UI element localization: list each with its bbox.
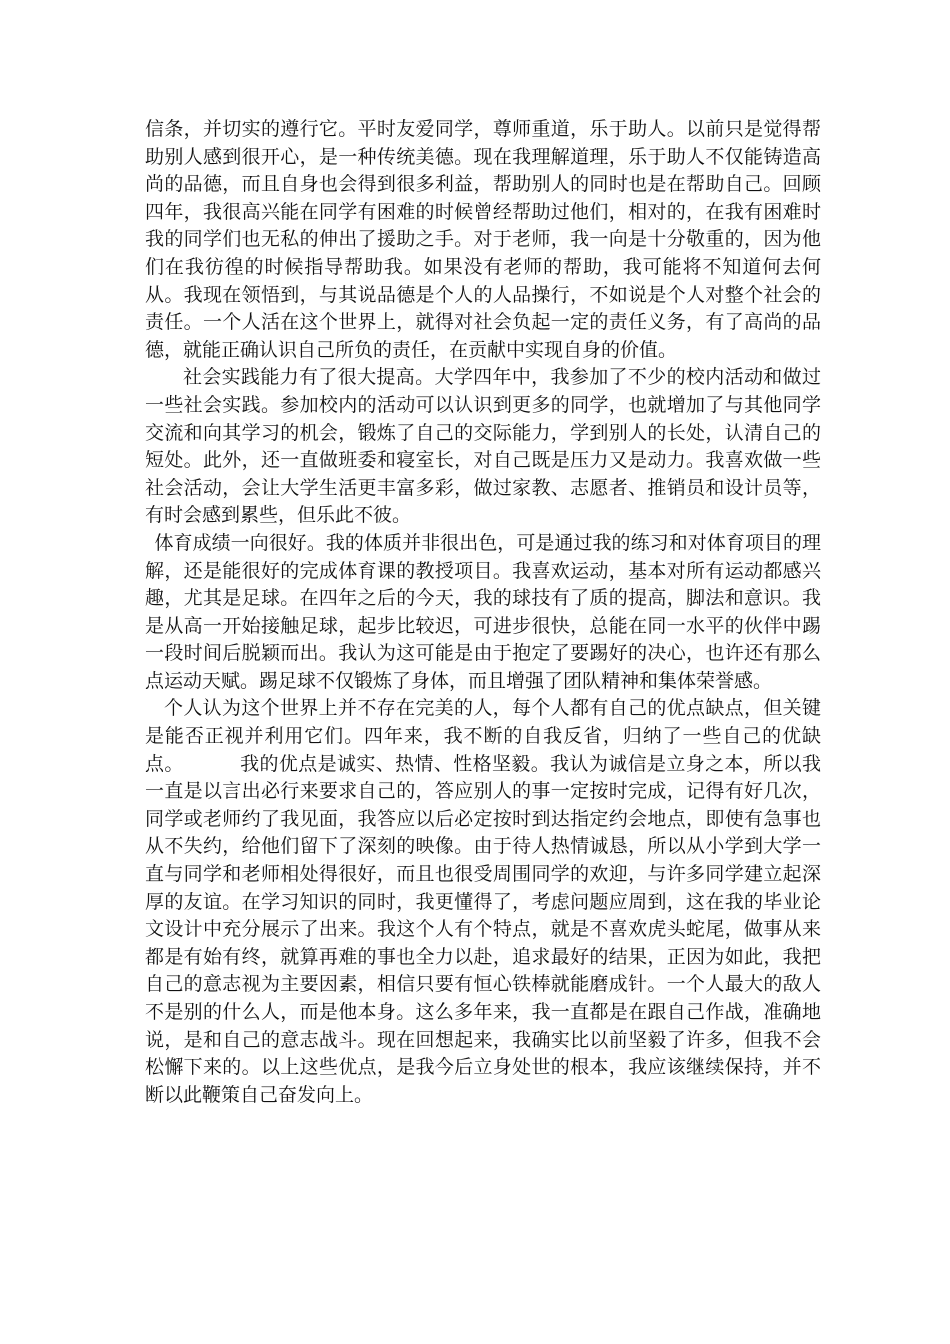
paragraph-strengths [145,695,821,1109]
paragraph-strengths-detail: 我的优点是诚实、热情、性格坚毅。我认为诚信是立身之本，所以我一直是以言出必行来要求自己的，答应别人的事一定按时完成，记得有好几次，同学或老师约了我见面，我答应以后必定按时到达指定约会地点，即使有急事也从不失约，给他们留下了深刻的映像。由于待人热情诚恳，所以从小学到大学一直与同学和老师相处得很好，而且也很受周围同学的欢迎，与许多同学建立起深厚的友谊。在学习知识的同时，我更懂得了，考虑问题应周到，这在我的毕业论文设计中充分展示了出来。我这个人有个特点，就是不喜欢虎头蛇尾，做事从来都是有始有终，就算再难的事也全力以赴，追求最好的结果，正因为如此，我把自己的意志视为主要因素，相信只要有恒心铁棒就能磨成针。一个人最大的敌人不是别的什么人，而是他本身。这么多年来，我一直都是在跟自己作战，准确地说，是和自己的意志战斗。现在回想起来，我确实比以前坚毅了许多，但我不会松懈下来的。以上这些优点，是我今后立身处世的根本，我应该继续保持，并不断以此鞭策自己奋发向上。 [145,752,821,1106]
paragraph-character: 信条，并切实的遵行它。平时友爱同学，尊师重道，乐于助人。以前只是觉得帮助别人感到很开心，是一种传统美德。现在我理解道理，乐于助人不仅能铸造高尚的品德，而且自身也会得到很多利益，帮助别人的同时也是在帮助自己。回顾四年，我很高兴能在同学有困难的时候曾经帮助过他们，相对的，在我有困难时我的同学们也无私的伸出了援助之手。对于老师，我一向是十分敬重的，因为他们在我彷徨的时候指导帮助我。如果没有老师的帮助，我可能将不知道何去何从。我现在领悟到，与其说品德是个人的人品操行，不如说是个人对整个社会的责任。一个人活在这个世界上，就得对社会负起一定的责任义务，有了高尚的品德，就能正确认识自己所负的责任，在贡献中实现自身的价值。 [145,118,821,361]
paragraph-sports: 体育成绩一向很好。我的体质并非很出色，可是通过我的练习和对体育项目的理解，还是能很好的完成体育课的教授项目。我喜欢运动，基本对所有运动都感兴趣，尤其是足球。在四年之后的今天，我的球技有了质的提高，脚法和意识。我是从高一开始接触足球，起步比较迟，可进步很快，总能在同一水平的伙伴中踢一段时间后脱颖而出。我认为这可能是由于抱定了要踢好的决心，也许还有那么点运动天赋。踢足球不仅锻炼了身体，而且增强了团队精神和集体荣誉感。 [145,531,821,692]
paragraph-social-practice: 社会实践能力有了很大提高。大学四年中，我参加了不少的校内活动和做过一些社会实践。参加校内的活动可以认识到更多的同学，也就增加了与其他同学交流和向其学习的机会，锻炼了自己的交际能力，学到别人的长处，认清自己的短处。此外，还一直做班委和寝室长，对自己既是压力又是动力。我喜欢做一些社会活动，会让大学生活更丰富多彩，做过家教、志愿者、推销员和设计员等，有时会感到累些，但乐此不彼。 [145,366,821,527]
document-body [145,116,821,1109]
paragraph-strengths-intro: 个人认为这个世界上并不存在完美的人，每个人都有自己的优点缺点，但关键是能否正视并利用它们。四年来，我不断的自我反省，归纳了一些自己的优缺点。 [145,697,821,775]
